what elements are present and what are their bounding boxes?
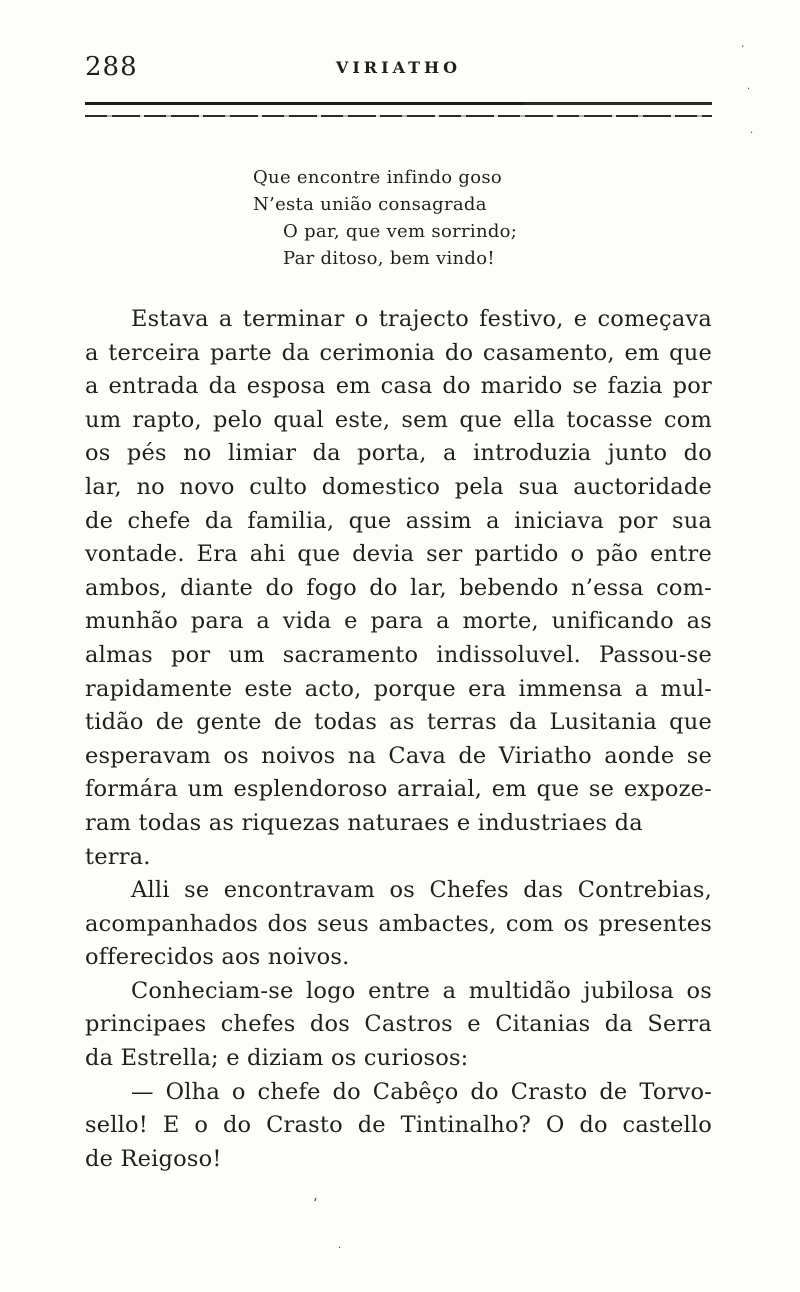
body-text: [85, 303, 712, 1176]
text-line: a terceira parte da cerimonia do casamento, em que: [85, 339, 712, 366]
text-line: de chefe da familia, que assim a iniciava por sua: [85, 507, 712, 534]
page-header: [85, 52, 712, 82]
text-line: da Estrella; e diziam os curiosos:: [85, 1045, 469, 1072]
paragraph: [85, 975, 712, 1076]
text-line: lar, no novo culto domestico pela sua auctoridade: [85, 473, 712, 500]
text-line: ambos, diante do fogo do lar, bebendo n’essa com-: [85, 574, 712, 601]
text-line: Alli se encontravam os Chefes das Contrebias,: [131, 877, 712, 904]
text-line: os pés no limiar da porta, a introduzia junto do: [85, 440, 712, 467]
scan-speck: ‘: [313, 1196, 318, 1212]
verse-line: O par, que vem sorrindo;: [283, 221, 518, 242]
text-line: tidão de gente de todas as terras da Lusitania que: [85, 709, 712, 736]
scan-speck: ·: [338, 1243, 342, 1254]
header-rule-bottom: [85, 115, 712, 117]
scan-speck: ·: [750, 128, 754, 139]
text-line: sello! E o do Crasto de Tintinalho? O do castello: [85, 1112, 712, 1139]
text-line: esperavam os noivos na Cava de Viriatho aonde se: [85, 742, 712, 769]
scan-speck: ·: [741, 40, 745, 53]
page-number: 288: [85, 52, 138, 82]
text-line: de Reigoso!: [85, 1145, 222, 1172]
text-line: offerecidos aos noivos.: [85, 944, 350, 971]
text-line: Conheciam-se logo entre a multidão jubilosa os: [131, 977, 712, 1004]
text-line: acompanhados dos seus ambactes, com os presentes: [85, 910, 712, 937]
verse-line: Par ditoso, bem vindo!: [283, 248, 495, 269]
paragraph: [85, 874, 712, 975]
text-line: a entrada da esposa em casa do marido se fazia por: [85, 373, 712, 400]
text-line: formára um esplendoroso arraial, em que se expoze-: [85, 776, 712, 803]
text-line: Estava a terminar o trajecto festivo, e começava: [131, 306, 712, 332]
paragraph: [85, 1076, 712, 1177]
text-line: principaes chefes dos Castros e Citanias da Serra: [85, 1011, 712, 1038]
verse: [253, 164, 712, 272]
verse-line: N’esta união consagrada: [253, 194, 487, 215]
text-line: vontade. Era ahi que devia ser partido o pão entre: [85, 541, 712, 568]
paragraph: [85, 303, 712, 874]
running-title: VIRIATHO: [335, 58, 462, 77]
text-line: rapidamente este acto, porque era immensa a mul-: [85, 675, 712, 702]
scan-speck: ·: [747, 84, 751, 95]
header-rule-top: [85, 102, 712, 105]
verse-line: Que encontre infindo goso: [253, 167, 503, 188]
text-line: um rapto, pelo qual este, sem que ella tocasse com: [85, 406, 712, 433]
text-line: almas por um sacramento indissoluvel. Passou-se: [85, 641, 712, 668]
text-line: munhão para a vida e para a morte, unificando as: [85, 608, 712, 635]
text-line: ram todas as riquezas naturaes e industriaes da terra.: [85, 809, 643, 870]
text-line: — Olha o chefe do Cabêço do Crasto de Torvo-: [131, 1078, 712, 1105]
